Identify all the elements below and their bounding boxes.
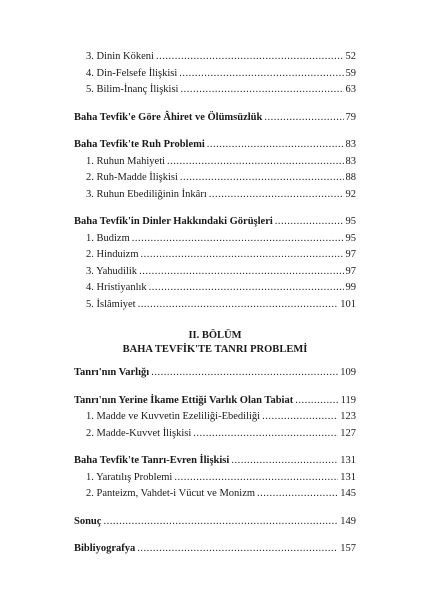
- toc-subsection-entry: [74, 426, 356, 443]
- toc-section-entry: [74, 110, 356, 127]
- toc-entry-title: 3. Yahudilik: [86, 265, 138, 277]
- toc-subsection-entry: [74, 82, 356, 99]
- dot-leader: [275, 214, 344, 231]
- toc-entry-title: Baha Tevfik'in Dinler Hakkındaki Görüşleri: [74, 216, 273, 227]
- toc-entry-title: 4. Din-Felsefe İlişkisi: [86, 67, 178, 79]
- toc-section-entry: [74, 365, 356, 382]
- toc-section-entry: [74, 453, 356, 470]
- toc-page-number: 83: [345, 155, 356, 167]
- dot-leader: [207, 137, 344, 154]
- dot-leader: [180, 170, 344, 187]
- toc-entry-title: 1. Madde ve Kuvvetin Ezeliliği-Ebediliği: [86, 411, 261, 422]
- toc-page-number: 119: [340, 394, 356, 406]
- toc-page-number: 127: [340, 427, 356, 439]
- toc-page-number: 59: [345, 67, 356, 79]
- toc-page-number: 83: [345, 139, 356, 150]
- toc-section-entry: [74, 214, 356, 231]
- toc-subsection-entry: [74, 49, 356, 66]
- toc-page-number: 101: [340, 298, 356, 310]
- dot-leader: [262, 409, 338, 426]
- toc-section-entry: [74, 514, 356, 531]
- toc-page-number: 97: [345, 249, 356, 260]
- chapter-number: II. BÖLÜM: [188, 330, 242, 341]
- dot-leader: [231, 453, 338, 470]
- section-spacer: [74, 503, 356, 510]
- toc-entry-title: Sonuç: [74, 515, 102, 527]
- dot-leader: [180, 82, 343, 99]
- dot-leader: [141, 247, 344, 264]
- toc-page-number: 123: [340, 411, 356, 422]
- toc-page-number: 63: [345, 84, 356, 95]
- toc-subsection-entry: [74, 409, 356, 426]
- section-spacer: [74, 203, 356, 210]
- toc-entry-title: 2. Hinduizm: [86, 249, 139, 260]
- toc-subsection-entry: [74, 66, 356, 83]
- toc-subsection-entry: [74, 187, 356, 204]
- toc-subsection-entry: [74, 247, 356, 264]
- toc-subsection-entry: [74, 154, 356, 171]
- toc-entry-title: 3. Ruhun Ebediliğinin İnkârı: [86, 188, 207, 200]
- toc-page-number: 92: [345, 188, 356, 200]
- toc-entry-title: Baha Tevfik'e Göre Âhiret ve Ölümsüzlük: [74, 111, 263, 123]
- dot-leader: [156, 49, 344, 66]
- toc-page-number: 79: [345, 111, 356, 123]
- toc-subsection-entry: [74, 280, 356, 297]
- toc-page-number: 131: [340, 471, 356, 483]
- dot-leader: [139, 264, 343, 281]
- toc-entry-title: 1. Yaratılış Problemi: [86, 471, 173, 483]
- toc-subsection-entry: [74, 264, 356, 281]
- dot-leader: [149, 280, 344, 297]
- toc-entry-title: Bibliyografya: [74, 543, 136, 554]
- dot-leader: [257, 486, 338, 503]
- toc-page-number: 97: [345, 265, 356, 277]
- toc-entry-title: Tanrı'nın Yerine İkame Ettiği Varlık Olan Tabiat: [74, 394, 294, 406]
- toc-entry-title: 1. Budizm: [86, 232, 130, 244]
- section-spacer: [74, 126, 356, 133]
- dot-leader: [295, 393, 338, 410]
- toc-subsection-entry: [74, 486, 356, 503]
- toc-entry-title: Baha Tevfik'te Ruh Problemi: [74, 139, 205, 150]
- toc-entry-title: 2. Madde-Kuvvet İlişkisi: [86, 427, 192, 439]
- toc-page-number: 95: [345, 216, 356, 227]
- table-of-contents: [74, 49, 356, 558]
- toc-entry-title: 4. Hristiyanlık: [86, 282, 147, 293]
- toc-page-number: 157: [340, 543, 356, 554]
- dot-leader: [132, 231, 344, 248]
- toc-page-number: 99: [345, 282, 356, 293]
- dot-leader: [167, 154, 343, 171]
- toc-subsection-entry: [74, 470, 356, 487]
- toc-subsection-entry: [74, 231, 356, 248]
- toc-entry-title: 5. İslâmiyet: [86, 298, 136, 310]
- toc-page-number: 88: [345, 172, 356, 183]
- toc-entry-title: Tanrı'nın Varlığı: [74, 367, 150, 378]
- dot-leader: [174, 470, 338, 487]
- dot-leader: [209, 187, 344, 204]
- toc-page-number: 145: [340, 488, 356, 499]
- section-spacer: [74, 382, 356, 389]
- section-spacer: [74, 442, 356, 449]
- toc-entry-title: 1. Ruhun Mahiyeti: [86, 155, 166, 167]
- section-spacer: [74, 313, 356, 323]
- dot-leader: [103, 514, 338, 531]
- toc-page-number: 131: [340, 455, 356, 466]
- section-spacer: [74, 99, 356, 106]
- toc-entry-title: 3. Dinin Kökeni: [86, 51, 154, 62]
- toc-section-entry: [74, 137, 356, 154]
- toc-entry-title: 2. Ruh-Madde İlişkisi: [86, 172, 178, 183]
- toc-entry-title: 2. Panteizm, Vahdet-i Vücut ve Monizm: [86, 488, 256, 499]
- dot-leader: [179, 66, 343, 83]
- toc-page-number: 95: [345, 232, 356, 244]
- dot-leader: [193, 426, 338, 443]
- dot-leader: [264, 110, 343, 127]
- toc-section-entry: [74, 393, 356, 410]
- chapter-title: BAHA TEVFİK'TE TANRI PROBLEMİ: [122, 344, 308, 355]
- toc-section-entry: [74, 541, 356, 558]
- toc-page-number: 149: [340, 515, 356, 527]
- chapter-heading: [74, 329, 356, 357]
- toc-subsection-entry: [74, 170, 356, 187]
- section-spacer: [74, 530, 356, 537]
- toc-page-number: 109: [340, 367, 356, 378]
- dot-leader: [151, 365, 338, 382]
- toc-entry-title: Baha Tevfik'te Tanrı-Evren İlişkisi: [74, 455, 230, 466]
- dot-leader: [137, 541, 338, 558]
- dot-leader: [138, 297, 339, 314]
- toc-page-number: 52: [345, 51, 356, 62]
- toc-subsection-entry: [74, 297, 356, 314]
- toc-entry-title: 5. Bilim-İnanç İlişkisi: [86, 84, 179, 95]
